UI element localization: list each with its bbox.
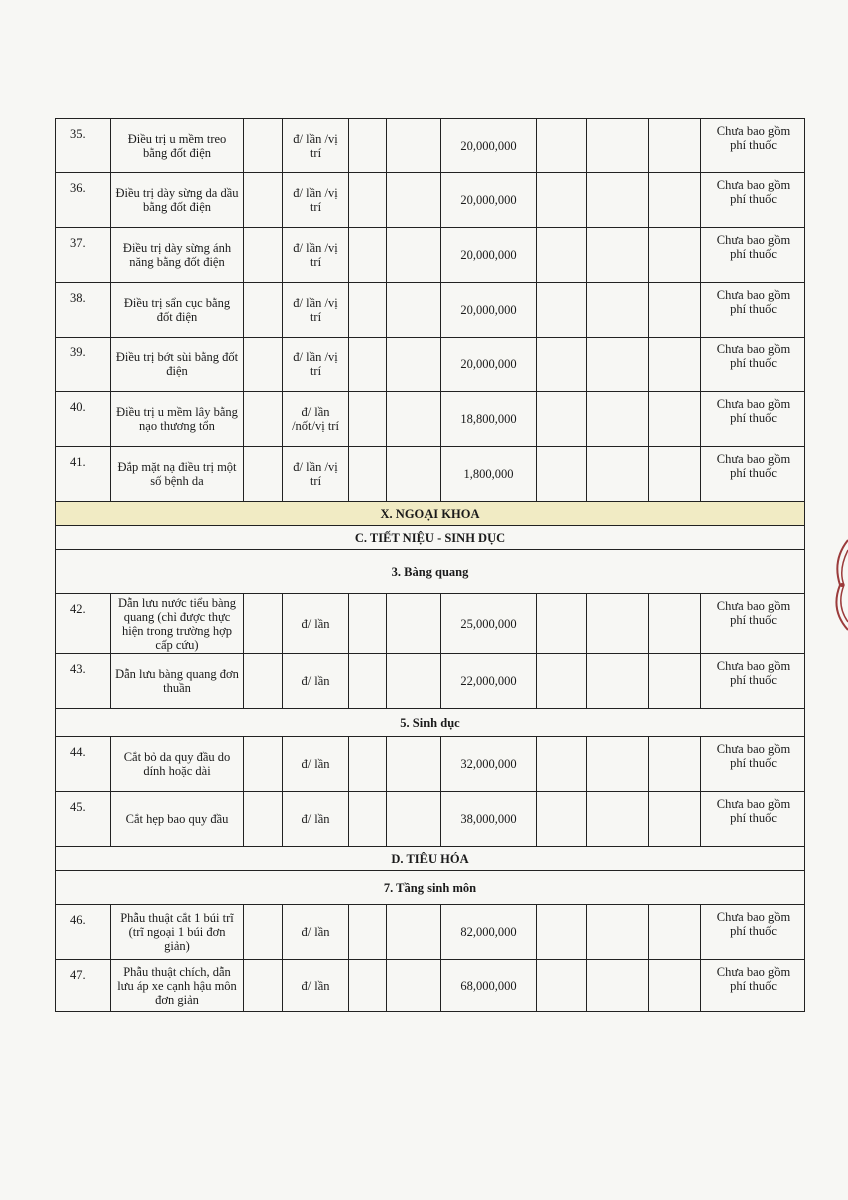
row-number: 35. bbox=[70, 127, 86, 141]
service-name: Cắt bỏ da quy đầu do dính hoặc dài bbox=[110, 737, 243, 791]
unit: đ/ lần bbox=[282, 654, 348, 708]
note: Chưa bao gồm phí thuốc bbox=[700, 283, 806, 337]
price: 20,000,000 bbox=[440, 228, 536, 282]
table-row bbox=[55, 228, 805, 283]
price: 38,000,000 bbox=[440, 792, 536, 846]
row-number: 39. bbox=[70, 345, 86, 359]
table-row bbox=[55, 654, 805, 709]
unit: đ/ lần bbox=[282, 594, 348, 653]
row-number: 38. bbox=[70, 291, 86, 305]
note: Chưa bao gồm phí thuốc bbox=[700, 447, 806, 501]
price: 20,000,000 bbox=[440, 283, 536, 337]
unit: đ/ lần bbox=[282, 905, 348, 959]
note: Chưa bao gồm phí thuốc bbox=[700, 392, 806, 446]
price: 22,000,000 bbox=[440, 654, 536, 708]
note: Chưa bao gồm phí thuốc bbox=[700, 792, 806, 846]
table-row bbox=[55, 905, 805, 960]
price: 32,000,000 bbox=[440, 737, 536, 791]
price: 18,800,000 bbox=[440, 392, 536, 446]
unit: đ/ lần /nốt/vị trí bbox=[282, 392, 348, 446]
row-number: 42. bbox=[70, 602, 86, 616]
row-number: 41. bbox=[70, 455, 86, 469]
service-name: Dẫn lưu bàng quang đơn thuần bbox=[110, 654, 243, 708]
service-name: Điều trị sẩn cục bằng đốt điện bbox=[110, 283, 243, 337]
section-heading: 3. Bàng quang bbox=[55, 550, 805, 594]
note: Chưa bao gồm phí thuốc bbox=[700, 119, 806, 172]
note: Chưa bao gồm phí thuốc bbox=[700, 654, 806, 708]
seal-stamp-edge bbox=[826, 530, 848, 640]
table-row bbox=[55, 283, 805, 338]
row-number: 40. bbox=[70, 400, 86, 414]
table-row bbox=[55, 337, 805, 392]
service-name: Dẫn lưu nước tiểu bàng quang (chỉ được thực hiện trong trường hợp cấp cứu) bbox=[110, 594, 243, 653]
service-name: Điều trị dày sừng ánh năng bằng đốt điện bbox=[110, 228, 243, 282]
row-number: 37. bbox=[70, 236, 86, 250]
service-name: Cắt hẹp bao quy đầu bbox=[110, 792, 243, 846]
unit: đ/ lần /vị trí bbox=[282, 228, 348, 282]
unit: đ/ lần /vị trí bbox=[282, 119, 348, 172]
row-number: 46. bbox=[70, 913, 86, 927]
service-name: Đắp mặt nạ điều trị một số bệnh da bbox=[110, 447, 243, 501]
table-row bbox=[55, 594, 805, 654]
note: Chưa bao gồm phí thuốc bbox=[700, 173, 806, 227]
note: Chưa bao gồm phí thuốc bbox=[700, 960, 806, 1011]
note: Chưa bao gồm phí thuốc bbox=[700, 905, 806, 959]
table-row bbox=[55, 173, 805, 228]
row-number: 47. bbox=[70, 968, 86, 982]
section-heading: D. TIÊU HÓA bbox=[55, 847, 805, 871]
table-row bbox=[55, 737, 805, 792]
unit: đ/ lần /vị trí bbox=[282, 283, 348, 337]
unit: đ/ lần bbox=[282, 737, 348, 791]
section-heading: 7. Tầng sinh môn bbox=[55, 871, 805, 905]
service-name: Điều trị u mềm treo bằng đốt điện bbox=[110, 119, 243, 172]
service-name: Điều trị dày sừng da dầu bằng đốt điện bbox=[110, 173, 243, 227]
table-row bbox=[55, 792, 805, 847]
service-name: Phẫu thuật cắt 1 búi trĩ (trĩ ngoại 1 búi đơn giản) bbox=[110, 905, 243, 959]
table-row bbox=[55, 118, 805, 173]
note: Chưa bao gồm phí thuốc bbox=[700, 337, 806, 391]
table-row bbox=[55, 960, 805, 1012]
price: 20,000,000 bbox=[440, 337, 536, 391]
note: Chưa bao gồm phí thuốc bbox=[700, 737, 806, 791]
unit: đ/ lần /vị trí bbox=[282, 337, 348, 391]
row-number: 43. bbox=[70, 662, 86, 676]
price: 1,800,000 bbox=[440, 447, 536, 501]
price: 25,000,000 bbox=[440, 594, 536, 653]
section-heading: 5. Sinh dục bbox=[55, 709, 805, 737]
price: 20,000,000 bbox=[440, 173, 536, 227]
price: 68,000,000 bbox=[440, 960, 536, 1011]
table-row bbox=[55, 392, 805, 447]
unit: đ/ lần bbox=[282, 792, 348, 846]
row-number: 36. bbox=[70, 181, 86, 195]
price: 20,000,000 bbox=[440, 119, 536, 172]
table-row bbox=[55, 447, 805, 502]
unit: đ/ lần /vị trí bbox=[282, 173, 348, 227]
row-number: 44. bbox=[70, 745, 86, 759]
service-name: Phẫu thuật chích, dẫn lưu áp xe cạnh hậu môn đơn giản bbox=[110, 960, 243, 1011]
note: Chưa bao gồm phí thuốc bbox=[700, 594, 806, 653]
section-heading: C. TIẾT NIỆU - SINH DỤC bbox=[55, 526, 805, 550]
service-name: Điều trị bớt sùi bằng đốt điện bbox=[110, 337, 243, 391]
note: Chưa bao gồm phí thuốc bbox=[700, 228, 806, 282]
section-heading: X. NGOẠI KHOA bbox=[55, 502, 805, 526]
unit: đ/ lần bbox=[282, 960, 348, 1011]
unit: đ/ lần /vị trí bbox=[282, 447, 348, 501]
price: 82,000,000 bbox=[440, 905, 536, 959]
row-number: 45. bbox=[70, 800, 86, 814]
service-name: Điều trị u mềm lây bằng nạo thương tổn bbox=[110, 392, 243, 446]
